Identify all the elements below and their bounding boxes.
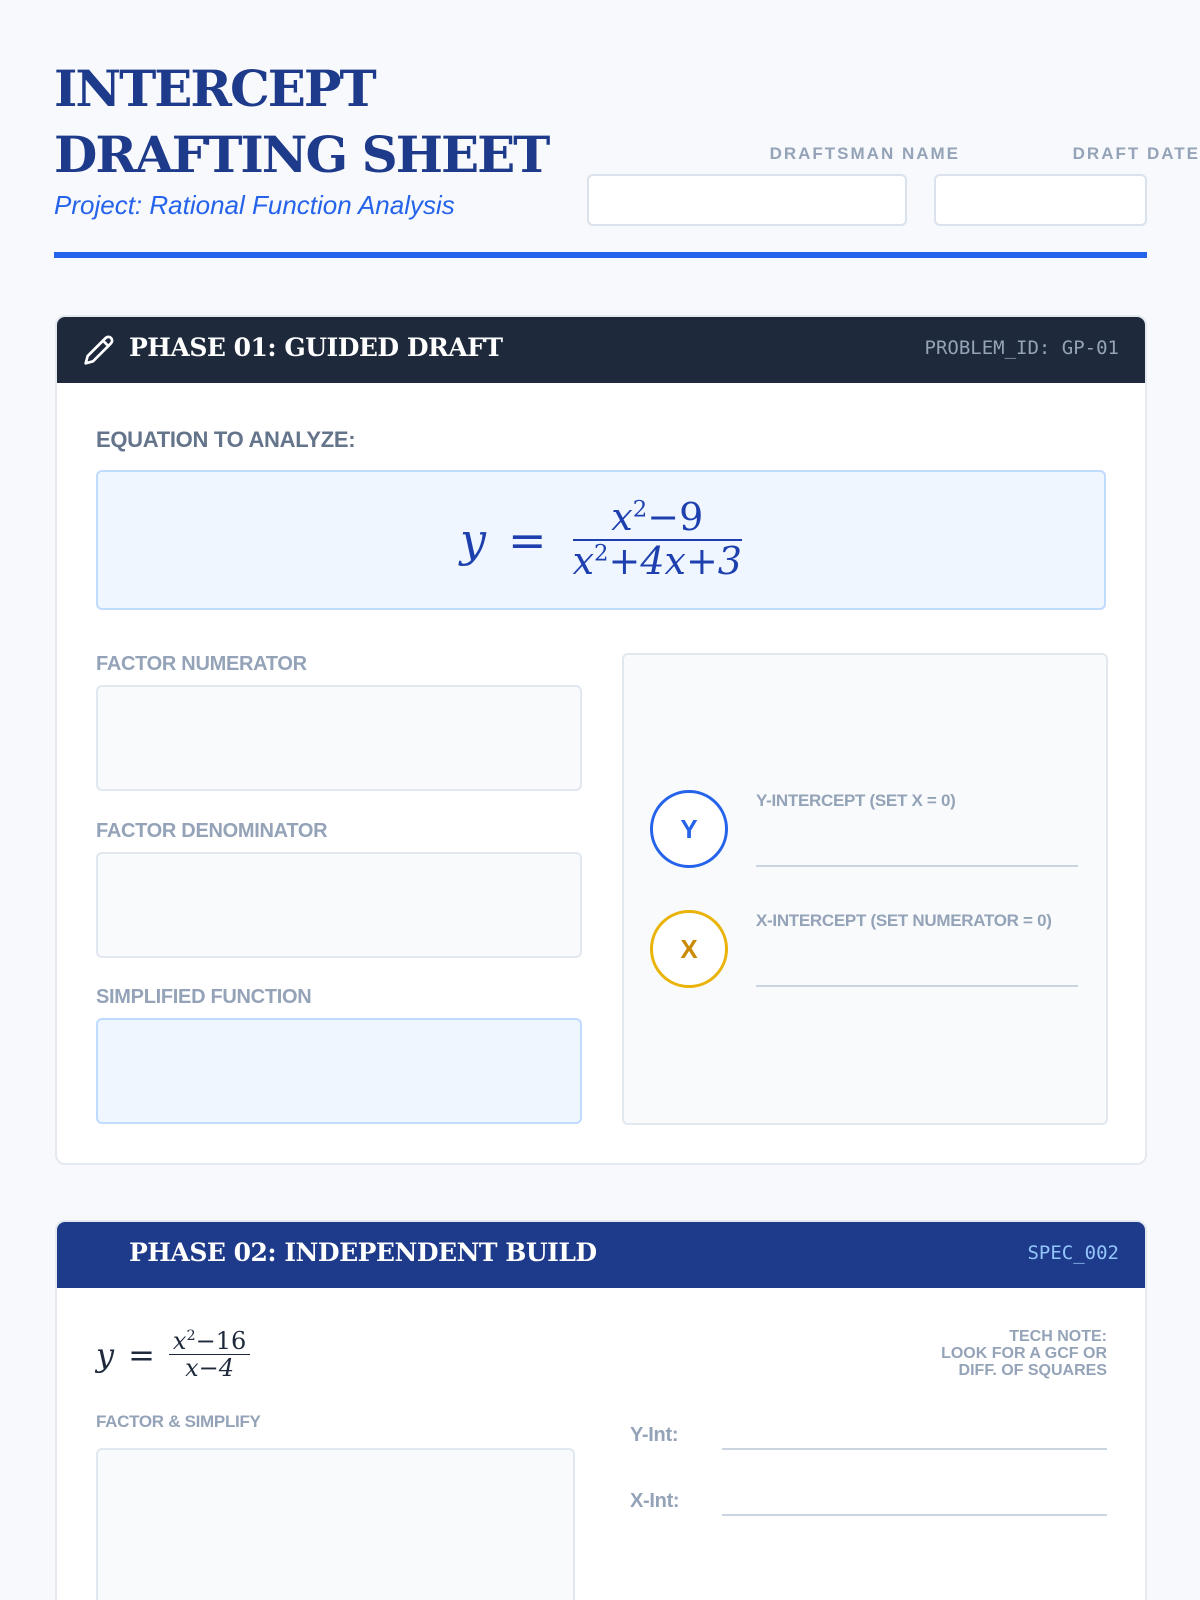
- equation-2-fraction: [169, 1328, 250, 1382]
- title-line-1: INTERCEPT: [54, 59, 375, 118]
- simplified-function-label: SIMPLIFIED FUNCTION: [96, 986, 312, 1008]
- equation-display: [96, 470, 1106, 610]
- draft-date-label: DRAFT DATE: [1072, 144, 1200, 163]
- phase-01-card: [55, 315, 1147, 1165]
- factor-denominator-label: FACTOR DENOMINATOR: [96, 820, 328, 842]
- x-intercept-badge: X: [650, 910, 728, 988]
- phase-02-title: PHASE 02: INDEPENDENT BUILD: [129, 1238, 597, 1267]
- equation-2: [96, 1328, 250, 1382]
- equation-lhs: y: [460, 513, 487, 567]
- page-title: [54, 56, 1147, 188]
- draft-date-input[interactable]: [934, 174, 1147, 226]
- project-subtitle: Project: Rational Function Analysis: [54, 190, 455, 220]
- draftsman-name-label: DRAFTSMAN NAME: [769, 144, 960, 163]
- equation-denominator: $x^2+4x+3$: [572, 539, 742, 583]
- equation-label: EQUATION TO ANALYZE:: [96, 427, 356, 452]
- phase-02-header: [57, 1222, 1145, 1288]
- factor-simplify-label: FACTOR & SIMPLIFY: [96, 1412, 261, 1431]
- pencil-icon: [83, 334, 115, 366]
- spec-id: SPEC_002: [1027, 1242, 1119, 1264]
- equation-numerator: $x^2-9$: [573, 497, 742, 541]
- x-intercept-label: X-INTERCEPT (SET NUMERATOR = 0): [756, 911, 1052, 930]
- header-divider: [54, 252, 1147, 258]
- factor-simplify-input[interactable]: [96, 1448, 575, 1600]
- equation-1: [460, 497, 742, 583]
- y-int-label: Y-Int:: [630, 1424, 679, 1446]
- simplified-function-input[interactable]: [96, 1018, 582, 1124]
- equation-equals: =: [508, 513, 547, 567]
- equation-2-lhs: y: [96, 1335, 115, 1374]
- y-intercept-answer-line[interactable]: [756, 865, 1078, 867]
- phase-01-header: [57, 317, 1145, 383]
- title-line-2: DRAFTING SHEET: [54, 125, 549, 184]
- y-intercept-label: Y-INTERCEPT (SET X = 0): [756, 791, 956, 810]
- phase-02-card: [55, 1220, 1147, 1600]
- tech-note: [941, 1328, 1107, 1379]
- phase-01-title: PHASE 01: GUIDED DRAFT: [129, 333, 503, 362]
- problem-id: PROBLEM_ID: GP-01: [924, 337, 1119, 359]
- intercepts-panel: [622, 653, 1108, 1125]
- equation-2-denominator: x−4: [185, 1354, 235, 1383]
- x-int-label: X-Int:: [630, 1490, 680, 1512]
- tech-note-line-1: LOOK FOR A GCF OR: [941, 1345, 1107, 1362]
- x-int-answer-line[interactable]: [722, 1514, 1107, 1516]
- sheet-header: [54, 56, 1200, 260]
- tech-note-heading: TECH NOTE:: [1009, 1328, 1107, 1345]
- equation-fraction: [573, 497, 742, 583]
- x-intercept-answer-line[interactable]: [756, 985, 1078, 987]
- y-intercept-badge: Y: [650, 790, 728, 868]
- equation-2-numerator: $x^2-16$: [169, 1328, 250, 1355]
- factor-numerator-label: FACTOR NUMERATOR: [96, 653, 307, 675]
- factor-denominator-input[interactable]: [96, 852, 582, 958]
- y-int-answer-line[interactable]: [722, 1448, 1107, 1450]
- tech-note-line-2: DIFF. OF SQUARES: [958, 1362, 1107, 1379]
- equation-2-equals: =: [128, 1335, 155, 1374]
- factor-numerator-input[interactable]: [96, 685, 582, 791]
- draftsman-name-input[interactable]: [587, 174, 907, 226]
